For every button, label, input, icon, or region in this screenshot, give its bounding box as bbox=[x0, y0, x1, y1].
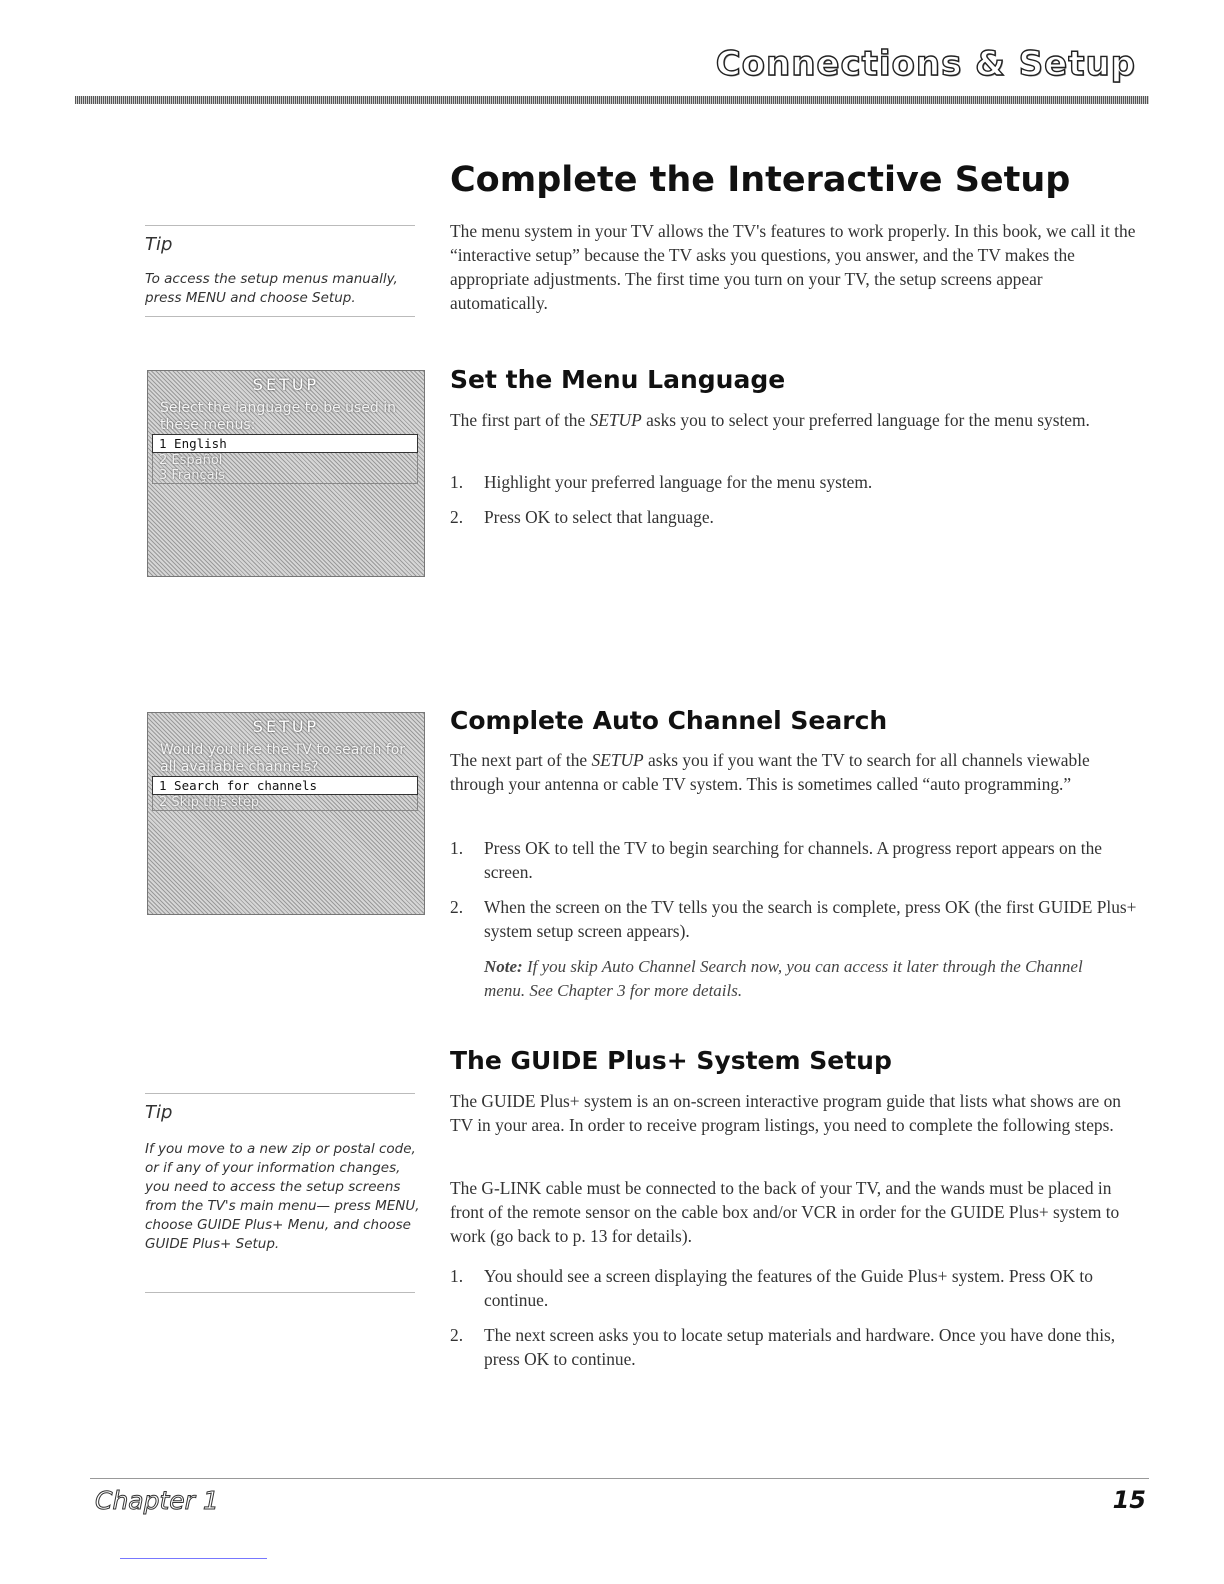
section-heading-guide-plus: The GUIDE Plus+ System Setup bbox=[450, 1046, 892, 1075]
step-text: The next screen asks you to locate setup materials and hardware. Once you have done this, press OK to continue. bbox=[484, 1325, 1116, 1369]
page-title: Complete the Interactive Setup bbox=[450, 160, 1071, 200]
list-item bbox=[450, 505, 1140, 529]
tip-heading: Tip bbox=[145, 234, 173, 255]
list-item bbox=[450, 895, 1145, 943]
auto-search-paragraph bbox=[450, 748, 1145, 796]
tip-top-rule bbox=[145, 225, 415, 226]
tip-bottom-rule bbox=[145, 316, 415, 317]
list-item bbox=[450, 1323, 1145, 1371]
option-espanol: 2 Español bbox=[159, 453, 223, 468]
page-number: 15 bbox=[1112, 1486, 1146, 1514]
screen-title: SETUP bbox=[252, 375, 320, 394]
footer-chapter-label: Chapter 1 bbox=[95, 1486, 219, 1515]
step-text: You should see a screen displaying the features of the Guide Plus+ system. Press OK to continue. bbox=[484, 1266, 1093, 1310]
step-text: Highlight your preferred language for the menu system. bbox=[484, 472, 873, 492]
note-text: If you skip Auto Channel Search now, you can access it later through the Channel menu. See Chapter 3 for more details. bbox=[484, 957, 1083, 1000]
para-text: asks you if you want the TV to search for all channels viewable through your antenna or cable TV system. This is sometimes called “auto programming.” bbox=[450, 750, 1090, 794]
section-heading-auto-search: Complete Auto Channel Search bbox=[450, 706, 888, 735]
screen-options bbox=[152, 453, 418, 484]
step-text: When the screen on the TV tells you the search is complete, press OK (the first GUIDE Plus+ system setup screen appears). bbox=[484, 897, 1137, 941]
step-number: 1. bbox=[450, 1266, 464, 1286]
footer-link-underline bbox=[120, 1558, 267, 1559]
para-text: The first part of the bbox=[450, 410, 590, 430]
tip-text: If you move to a new zip or postal code, or if any of your information changes, you need to access the setup screens from the TV's main menu— press MENU, choose GUIDE Plus+ Menu, and choose GUIDE Plus+ Setup. bbox=[145, 1141, 420, 1252]
page-header-title: Connections & Setup bbox=[715, 44, 1136, 84]
option-francais: 3 Français bbox=[159, 468, 225, 483]
step-number: 1. bbox=[450, 838, 464, 858]
section-heading-menu-language: Set the Menu Language bbox=[450, 365, 786, 394]
note-paragraph bbox=[484, 955, 1104, 1003]
guide-plus-paragraph-1: The GUIDE Plus+ system is an on-screen interactive program guide that lists what shows are on TV in your area. In order to receive program listings, you need to complete the following steps. bbox=[450, 1091, 1121, 1135]
step-number: 1. bbox=[450, 472, 464, 492]
selected-option-search: 1 Search for channels bbox=[152, 776, 418, 795]
list-item bbox=[450, 470, 1140, 494]
selected-option-english: 1 English bbox=[152, 434, 418, 453]
step-number: 2. bbox=[450, 507, 464, 527]
screen-prompt: Select the language to be used in these menus: bbox=[160, 400, 397, 433]
setup-emphasis: SETUP bbox=[591, 750, 644, 770]
step-text: Press OK to tell the TV to begin searching for channels. A progress report appears on the screen. bbox=[484, 838, 1103, 882]
guide-plus-paragraph-2: The G-LINK cable must be connected to the back of your TV, and the wands must be placed in front of the remote sensor on the cable box and/or VCR in order for the GUIDE Plus+ system to work (go back to p. 13 for details). bbox=[450, 1178, 1120, 1246]
screen-options bbox=[152, 795, 418, 811]
note-label: Note: bbox=[484, 957, 523, 976]
header-divider bbox=[75, 96, 1149, 104]
screen-title: SETUP bbox=[252, 717, 320, 736]
step-number: 2. bbox=[450, 897, 464, 917]
tip-top-rule bbox=[145, 1093, 415, 1094]
list-item bbox=[450, 836, 1145, 884]
list-item bbox=[450, 1264, 1145, 1312]
footer-divider bbox=[90, 1478, 1149, 1479]
setup-channel-search-screen bbox=[147, 712, 425, 915]
tip-bottom-rule bbox=[145, 1292, 415, 1293]
menu-language-paragraph bbox=[450, 408, 1140, 432]
tip-text: To access the setup menus manually, press MENU and choose Setup. bbox=[145, 271, 398, 306]
setup-emphasis: SETUP bbox=[589, 410, 642, 430]
step-number: 2. bbox=[450, 1325, 464, 1345]
step-text: Press OK to select that language. bbox=[484, 507, 714, 527]
screen-prompt: Would you like the TV to search for all available channels? bbox=[160, 742, 406, 775]
option-skip: 2 Skip this step bbox=[159, 795, 260, 810]
intro-paragraph: The menu system in your TV allows the TV's features to work properly. In this book, we call it the “interactive setup” because the TV asks you questions, you answer, and the TV makes the appropriate adjustments. The first time you turn on your TV, the setup screens appear automatically. bbox=[450, 221, 1136, 313]
setup-language-screen bbox=[147, 370, 425, 577]
para-text: The next part of the bbox=[450, 750, 592, 770]
tip-heading: Tip bbox=[145, 1102, 173, 1123]
para-text: asks you to select your preferred language for the menu system. bbox=[641, 410, 1090, 430]
